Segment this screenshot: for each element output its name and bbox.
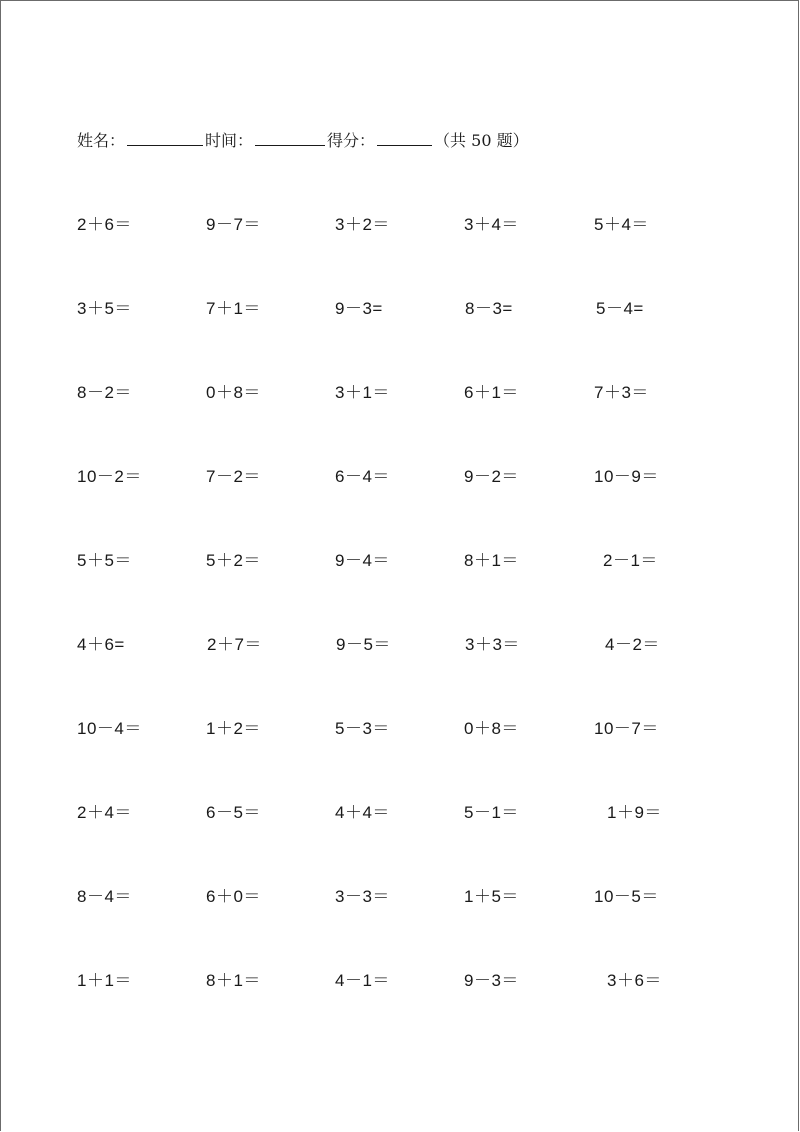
problem-row: [1, 717, 798, 741]
problem: 1＋5＝: [464, 887, 519, 906]
problem: 10－4＝: [77, 719, 142, 738]
problem: 3－3＝: [335, 887, 390, 906]
problem-row: [1, 969, 798, 993]
name-label: 姓名：: [77, 131, 126, 150]
problem: 1＋9＝: [607, 803, 662, 822]
name-blank: [127, 127, 203, 146]
problem: 2＋4＝: [77, 803, 132, 822]
problem: 3＋2＝: [335, 215, 390, 234]
problem: 7＋1＝: [206, 299, 261, 318]
problem: 8－3=: [465, 299, 513, 318]
problem: 2－1＝: [603, 551, 658, 570]
problem: 5＋5＝: [77, 551, 132, 570]
score-label: 得分：: [327, 131, 376, 150]
problem: 9－2＝: [464, 467, 519, 486]
problem: 0＋8＝: [464, 719, 519, 738]
problem: 5－3＝: [335, 719, 390, 738]
problem: 7＋3＝: [594, 383, 649, 402]
problem: 9－3＝: [464, 971, 519, 990]
problem: 5－1＝: [464, 803, 519, 822]
problem-row: [1, 549, 798, 573]
problem: 3＋5＝: [77, 299, 132, 318]
problem: 2＋7＝: [207, 635, 262, 654]
problem: 8＋1＝: [464, 551, 519, 570]
problem: 3＋1＝: [335, 383, 390, 402]
problem: 3＋3＝: [465, 635, 520, 654]
problem: 10－7＝: [594, 719, 659, 738]
time-blank: [255, 127, 325, 146]
problem: 9－3=: [335, 299, 383, 318]
problem: 9－7＝: [206, 215, 261, 234]
problem: 9－5＝: [336, 635, 391, 654]
problem: 4＋4＝: [335, 803, 390, 822]
problem: 4－1＝: [335, 971, 390, 990]
problem: 10－9＝: [594, 467, 659, 486]
problem-row: [1, 381, 798, 405]
problem-row: [1, 633, 798, 657]
problem: 8－2＝: [77, 383, 132, 402]
problem: 10－5＝: [594, 887, 659, 906]
score-blank: [377, 127, 432, 146]
problem: 6－4＝: [335, 467, 390, 486]
problem: 1＋2＝: [206, 719, 261, 738]
problem: 5＋2＝: [206, 551, 261, 570]
problem: 10－2＝: [77, 467, 142, 486]
problem-row: [1, 465, 798, 489]
problem: 3＋4＝: [464, 215, 519, 234]
problem-row: [1, 801, 798, 825]
problem: 5＋4＝: [594, 215, 649, 234]
problem: 6－5＝: [206, 803, 261, 822]
total-note: （共 50 题）: [434, 131, 529, 150]
problem: 8－4＝: [77, 887, 132, 906]
problem: 7－2＝: [206, 467, 261, 486]
time-label: 时间：: [205, 131, 254, 150]
problem: 0＋8＝: [206, 383, 261, 402]
problem: 1＋1＝: [77, 971, 132, 990]
worksheet-header: [77, 127, 529, 152]
problem: 5－4=: [596, 299, 644, 318]
problem: 8＋1＝: [206, 971, 261, 990]
problem: 3＋6＝: [607, 971, 662, 990]
problem: 2＋6＝: [77, 215, 132, 234]
problem: 4＋6=: [77, 635, 125, 654]
problem: 6＋1＝: [464, 383, 519, 402]
problem-row: [1, 297, 798, 321]
problem: 9－4＝: [335, 551, 390, 570]
problem: 6＋0＝: [206, 887, 261, 906]
problem-row: [1, 885, 798, 909]
problem-row: [1, 213, 798, 237]
problem: 4－2＝: [605, 635, 660, 654]
